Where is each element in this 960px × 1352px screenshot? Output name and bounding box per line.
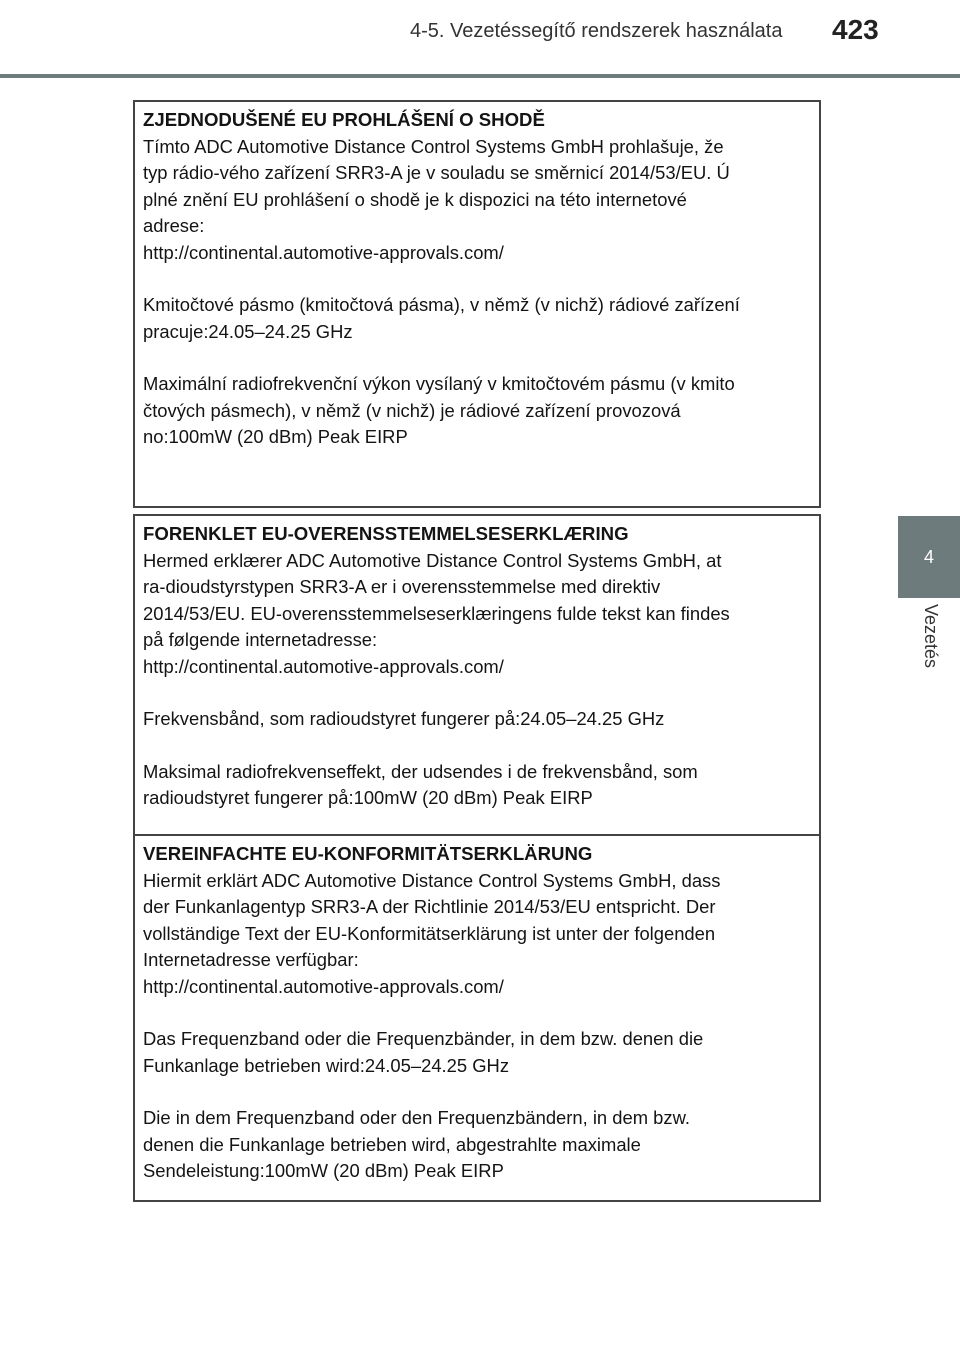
declaration-heading: ZJEDNODUŠENÉ EU PROHLÁŠENÍ O SHODĚ: [143, 109, 545, 130]
url-text: http://continental.automotive-approvals.com/: [143, 241, 504, 263]
chapter-label: Vezetés: [921, 604, 941, 669]
paragraph-gap: [143, 733, 811, 759]
header-divider: [0, 74, 960, 78]
text-line: Frekvensbånd, som radioudstyret fungerer på:24.05–24.25 GHz: [143, 708, 665, 729]
text-line: Das Frequenzband oder die Frequenzbänder, in dem bzw. denen die: [143, 1028, 704, 1049]
text-line: pracuje:24.05–24.25 GHz: [143, 320, 353, 342]
text-line: radioudstyret fungerer på:100mW (20 dBm) Peak EIRP: [143, 787, 593, 808]
paragraph-gap: [143, 1000, 811, 1026]
text-line: čtových pásmech), v němž (v nichž) je rádiové zařízení provozová: [143, 399, 681, 421]
text-line: plné znění EU prohlášení o shodě je k dispozici na této internetové: [143, 188, 687, 210]
text-line: no:100mW (20 dBm) Peak EIRP: [143, 426, 408, 447]
paragraph-gap: [143, 1079, 811, 1105]
text-line: adrese:: [143, 215, 205, 236]
text-line: Funkanlage betrieben wird:24.05–24.25 GHz: [143, 1054, 510, 1076]
text-line: denen die Funkanlage betrieben wird, abgestrahlte maximale: [143, 1133, 641, 1155]
section-title: 4-5. Vezetéssegítő rendszerek használata: [410, 20, 783, 42]
text-line: der Funkanlagentyp SRR3-A der Richtlinie 2014/53/EU entspricht. Der: [143, 896, 716, 917]
text-line: Kmitočtové pásmo (kmitočtová pásma), v němž (v nichž) rádiové zařízení: [143, 294, 740, 315]
page-header: [0, 0, 960, 78]
url-text: http://continental.automotive-approvals.com/: [143, 975, 504, 997]
chapter-label-wrap: [900, 604, 958, 684]
text-line: Tímto ADC Automotive Distance Control Systems GmbH prohlašuje, že: [143, 135, 724, 157]
url-text: http://continental.automotive-approvals.com/: [143, 655, 504, 677]
text-line: typ rádio-vého zařízení SRR3-A je v souladu se směrnicí 2014/53/EU. Ú: [143, 162, 730, 183]
text-line: Hiermit erklärt ADC Automotive Distance Control Systems GmbH, dass: [143, 869, 721, 891]
declaration-heading: FORENKLET EU-OVERENSSTEMMELSESERKLÆRING: [143, 523, 629, 544]
text-line: Internetadresse verfügbar:: [143, 949, 359, 970]
text-line: ra-dioudstyrstypen SRR3-A er i overensstemmelse med direktiv: [143, 576, 661, 597]
paragraph-gap: [143, 266, 811, 292]
declaration-heading: VEREINFACHTE EU-KONFORMITÄTSERKLÄRUNG: [143, 843, 593, 864]
text-line: vollständige Text der EU-Konformitätserklärung ist unter der folgenden: [143, 922, 716, 944]
paragraph-gap: [143, 680, 811, 706]
declaration-box-danish: [133, 514, 821, 836]
declaration-box-czech: [133, 100, 821, 508]
page-number: 423: [832, 14, 879, 45]
paragraph-gap: [143, 345, 811, 371]
chapter-tab[interactable]: [898, 516, 960, 598]
text-line: Die in dem Frequenzband oder den Frequenzbändern, in dem bzw.: [143, 1107, 690, 1128]
text-line: 2014/53/EU. EU-overensstemmelseserklæringens fulde tekst kan findes: [143, 602, 730, 624]
text-line: Maximální radiofrekvenční výkon vysílaný v kmitočtovém pásmu (v kmito: [143, 373, 735, 394]
text-line: Maksimal radiofrekvenseffekt, der udsendes i de frekvensbånd, som: [143, 760, 698, 782]
declaration-box-german: [133, 834, 821, 1202]
text-line: på følgende internetadresse:: [143, 629, 378, 650]
chapter-number: 4: [923, 546, 934, 567]
text-line: Sendeleistung:100mW (20 dBm) Peak EIRP: [143, 1160, 504, 1181]
text-line: Hermed erklærer ADC Automotive Distance Control Systems GmbH, at: [143, 549, 722, 571]
